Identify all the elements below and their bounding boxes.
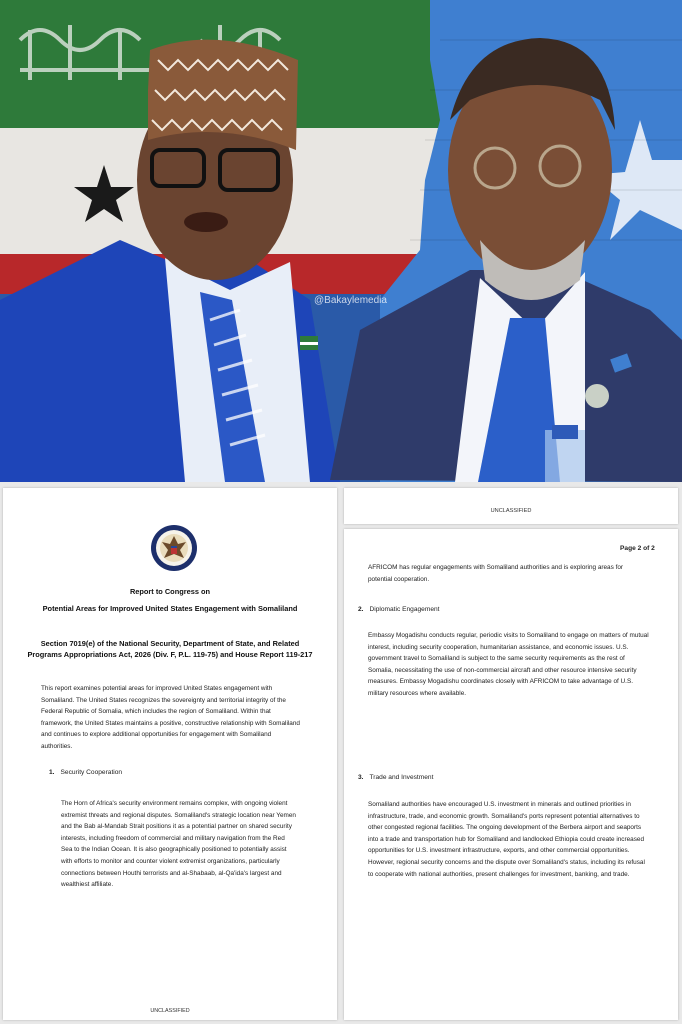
report-title: Report to Congress on bbox=[129, 587, 211, 596]
section-paragraph: Embassy Mogadishu conducts regular, periodic visits to Somaliland to engage on matters of mutual interest, including security cooperation, humanitarian assistance, and economic issues. U.S. government travel to Somaliland is subject to the same security requirements as the rest of Somalia, necessitating the use of non-commercial aircraft and other resource intensive security measures. Embassy Mogadishu coordinates closely with AFRICOM to take advantage of U.S. military resources where available. bbox=[368, 632, 649, 697]
report-subtitle: Potential Areas for Improved United States Engagement with Somaliland bbox=[42, 604, 298, 613]
classification-header: UNCLASSIFIED bbox=[490, 508, 532, 514]
report-page-1 bbox=[3, 488, 337, 1020]
page-number: Page 2 of 2 bbox=[620, 545, 655, 552]
section-title: Security Cooperation bbox=[60, 769, 123, 776]
section-number: 2. bbox=[358, 606, 364, 613]
section-title: Trade and Investment bbox=[369, 774, 434, 781]
report-page-2 bbox=[344, 529, 678, 1020]
intro-paragraph: This report examines potential areas for improved United States engagement with Somaliland. The United States recognizes the sovereignty and territorial integrity of the Federal Republic of Somalia, which includes the region of Somaliland. Within that framework, the United States maintains a positive, constructive relationship with Somaliland and continues to explore additional opportunities for engagement with Somaliland authorities. bbox=[41, 685, 300, 750]
section-title: Diplomatic Engagement bbox=[369, 606, 440, 613]
watermark-text: @Bakaylemedia bbox=[314, 295, 387, 306]
section-number: 1. bbox=[49, 769, 55, 776]
photo-banner bbox=[0, 0, 682, 482]
section-heading bbox=[358, 606, 440, 613]
state-department-seal-icon bbox=[150, 524, 198, 572]
section-heading bbox=[49, 769, 122, 776]
section-paragraph: The Horn of Africa's security environment remains complex, with ongoing violent extremist threats and regional disputes. Somaliland's strategic location near Yemen and the Bab al-Mandab Strait positions it as a potential partner on shared security interests, including freedom of commercial and military navigation from the Red Sea to the Indian Ocean. It is also geographically positioned to potentially assist with efforts to monitor and counter violent extremist organizations, particularly connections between Houthi terrorists and al-Shabaab, al-Qa'ida's largest and wealthiest affiliate. bbox=[61, 800, 296, 889]
leaders-photo bbox=[0, 0, 682, 482]
classification-footer: UNCLASSIFIED bbox=[150, 1008, 190, 1014]
report-page-2-header-strip bbox=[344, 488, 678, 524]
section-paragraph: Somaliland authorities have encouraged U.S. investment in minerals and outlined priorities in infrastructure, trade, and economic growth. Somaliland's ports represent potential alternatives to other congested regional facilities. The ongoing development of the Berbera airport and seaports into a trade and transportation hub for Somaliland and landlocked Ethiopia could create increased opportunities for U.S. investment infrastructure, exports, and other commercial opportunities. However, regional security concerns and the dispute over Somaliland's status, including its refusal to cooperate with national authorities, present challenges for investment, banking, and trade. bbox=[368, 801, 645, 878]
section-reference: Section 7019(e) of the National Security, Department of State, and Related Programs Appropriations Act, 2026 (Div. F, P.L. 119-75) and House Report 119-217 bbox=[27, 639, 313, 660]
continuation-paragraph: AFRICOM has regular engagements with Somaliland authorities and is exploring areas for potential cooperation. bbox=[368, 564, 624, 583]
section-number: 3. bbox=[358, 774, 364, 781]
section-heading bbox=[358, 774, 433, 781]
